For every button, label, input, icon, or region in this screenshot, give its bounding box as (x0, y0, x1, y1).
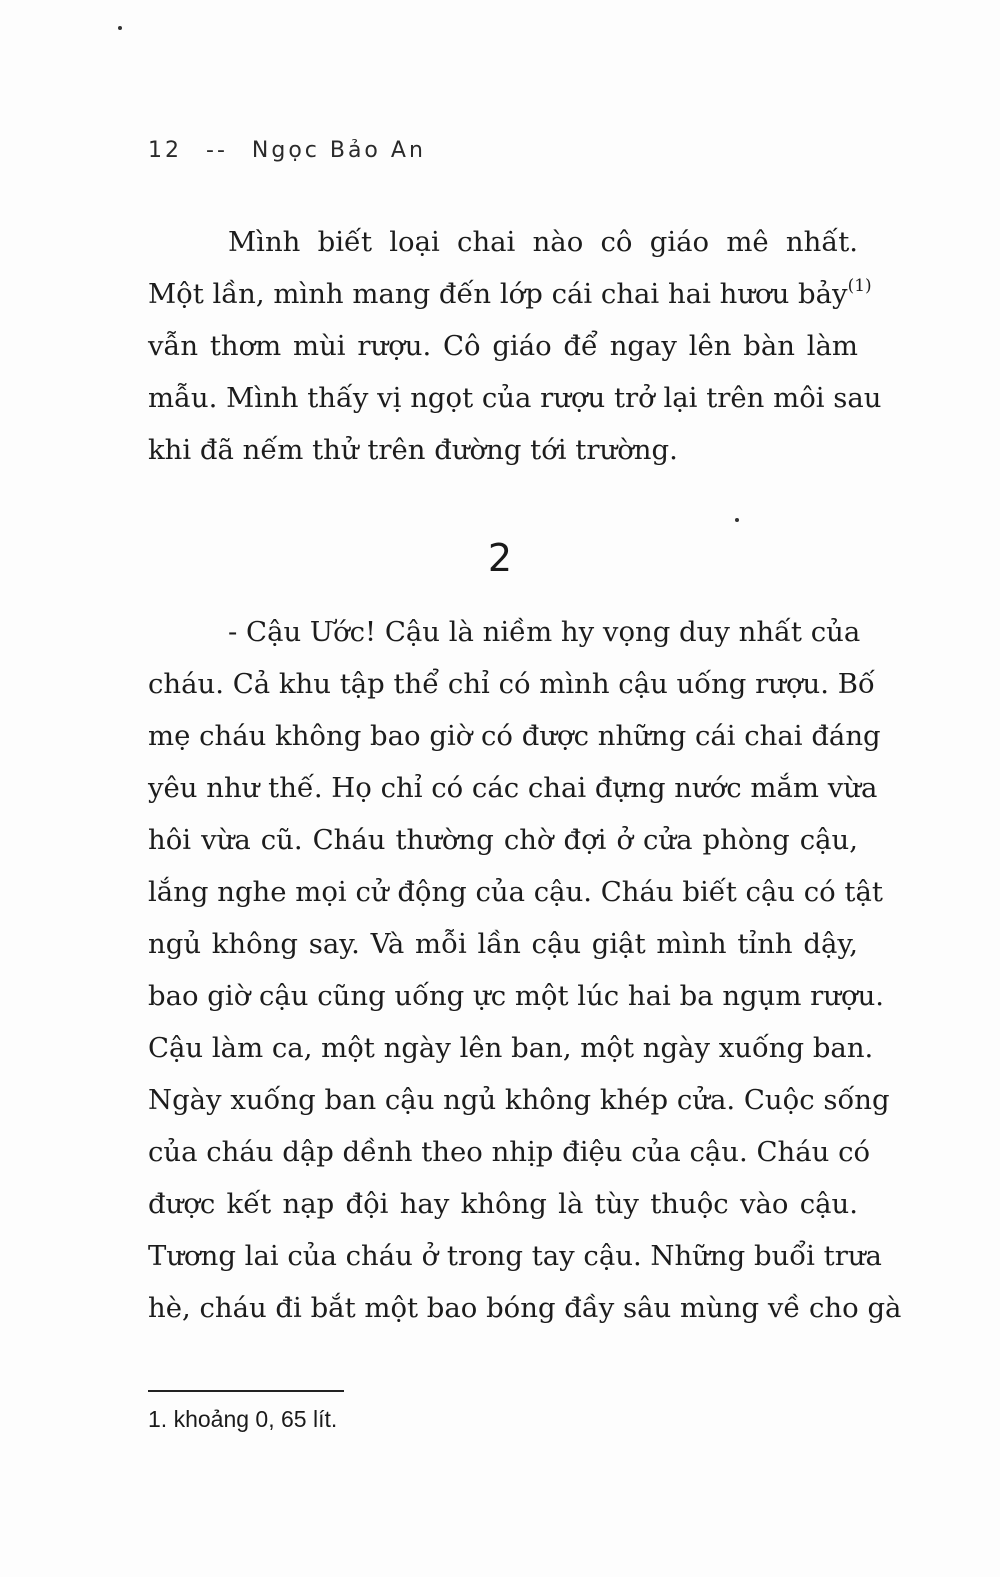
text-line: Ngày xuống ban cậu ngủ không khép cửa. Cuộc sống (148, 1084, 890, 1116)
text-line: Mình biết loại chai nào cô giáo mê nhất. (228, 226, 858, 258)
author-name: Ngọc Bảo An (251, 138, 426, 163)
page-number: 12 (148, 138, 182, 163)
text-line-content: Một lần, mình mang đến lớp cái chai hai hươu bảy (148, 278, 848, 310)
footnote-text: 1. khoảng 0, 65 lít. (148, 1406, 338, 1432)
text-line: bao giờ cậu cũng uống ực một lúc hai ba ngụm rượu. (148, 980, 885, 1012)
running-header (148, 138, 426, 163)
text-line: của cháu dập dềnh theo nhịp điệu của cậu. Cháu có (148, 1136, 871, 1168)
section-number: 2 (487, 536, 513, 580)
text-line: cháu. Cả khu tập thể chỉ có mình cậu uống rượu. Bố (148, 668, 875, 700)
footnote-divider (148, 1390, 344, 1392)
text-line: - Cậu Ước! Cậu là niềm hy vọng duy nhất của (228, 616, 861, 648)
text-line: Tương lai của cháu ở trong tay cậu. Những buổi trưa (148, 1240, 882, 1272)
text-line: yêu như thế. Họ chỉ có các chai đựng nước mắm vừa (148, 772, 878, 804)
text-line: vẫn thơm mùi rượu. Cô giáo để ngay lên bàn làm (148, 330, 858, 362)
footnote-reference: (1) (847, 276, 872, 296)
scan-speck (118, 26, 122, 30)
text-line: Cậu làm ca, một ngày lên ban, một ngày xuống ban. (148, 1032, 874, 1064)
text-line: hè, cháu đi bắt một bao bóng đầy sâu mùng về cho gà (148, 1292, 902, 1324)
text-line: hôi vừa cũ. Cháu thường chờ đợi ở cửa phòng cậu, (148, 824, 858, 856)
paragraph-1 (148, 216, 882, 476)
text-line: mẹ cháu không bao giờ có được những cái chai đáng (148, 720, 881, 752)
text-line: khi đã nếm thử trên đường tới trường. (148, 434, 678, 466)
header-separator: -- (206, 138, 228, 163)
text-line: lắng nghe mọi cử động của cậu. Cháu biết cậu có tật (148, 876, 883, 908)
scan-speck (735, 518, 739, 522)
text-line: được kết nạp đội hay không là tùy thuộc vào cậu. (148, 1188, 858, 1220)
text-line: mẫu. Mình thấy vị ngọt của rượu trở lại trên môi sau (148, 382, 882, 414)
text-line (148, 268, 872, 320)
text-line: ngủ không say. Và mỗi lần cậu giật mình tỉnh dậy, (148, 928, 858, 960)
paragraph-2 (148, 606, 902, 1334)
